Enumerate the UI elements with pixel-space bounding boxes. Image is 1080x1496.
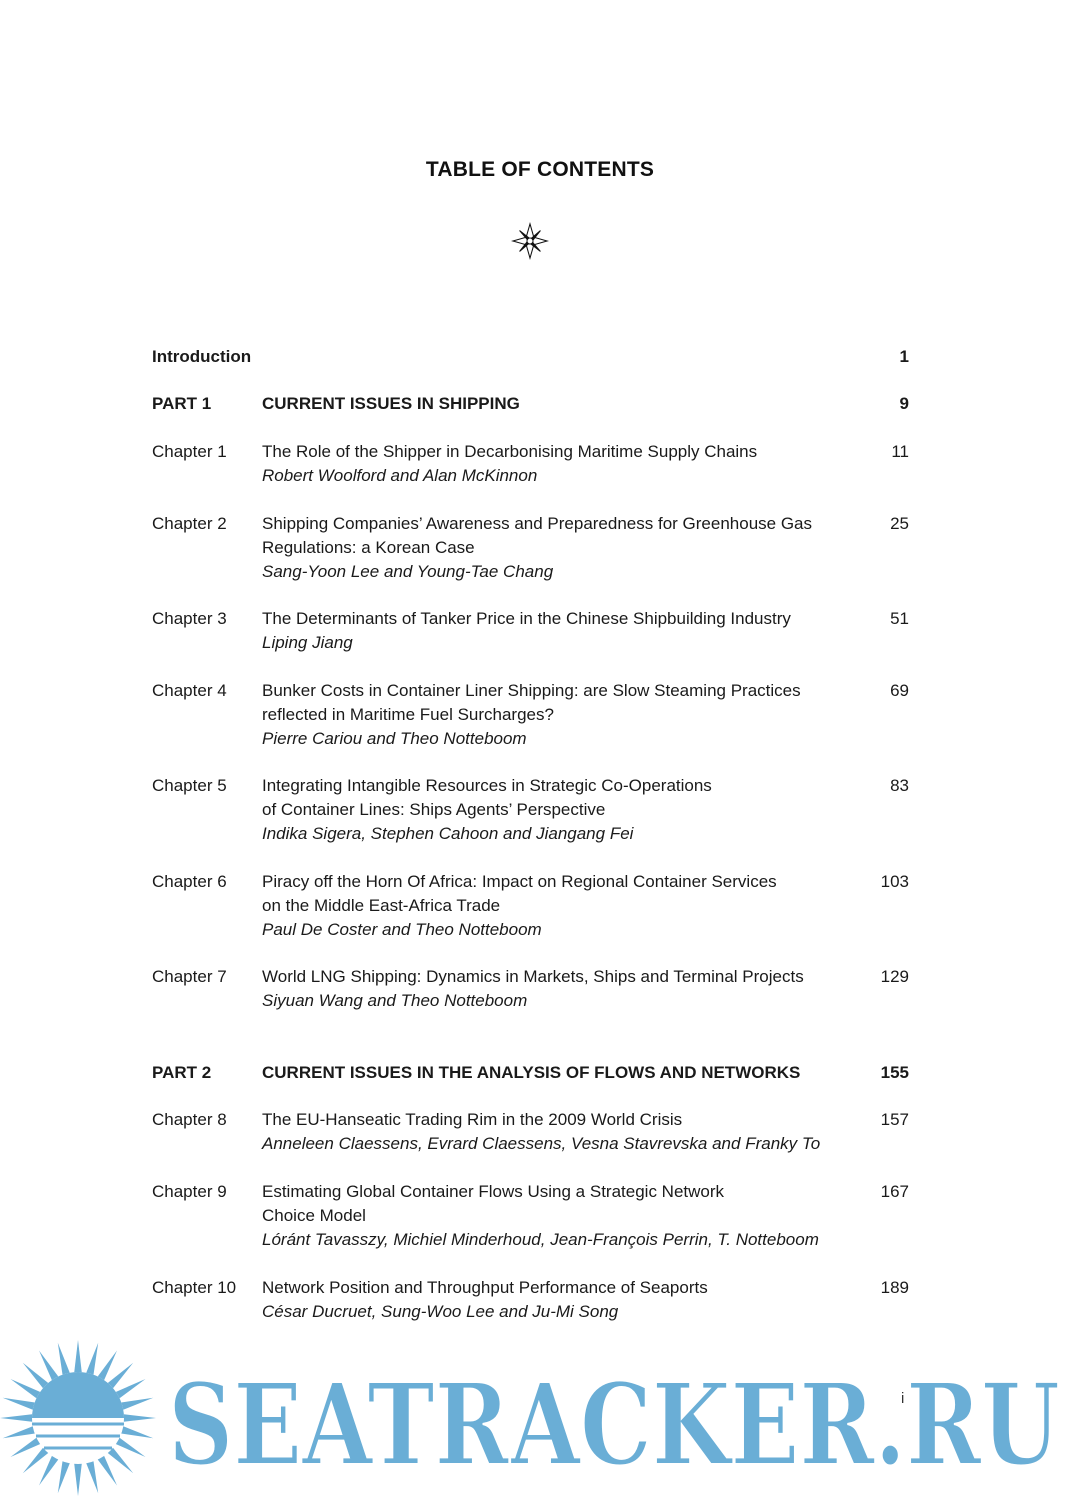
part-title: CURRENT ISSUES IN SHIPPING [262, 394, 520, 413]
sun-ray [11, 1437, 43, 1458]
chapter-label: Chapter 1 [152, 442, 227, 461]
part-page: 9 [899, 394, 909, 413]
part-label: PART 2 [152, 1063, 212, 1082]
part-page: 155 [880, 1063, 909, 1082]
chapter-authors: Sang-Yoon Lee and Young-Tae Chang [262, 562, 554, 581]
watermark [0, 1336, 1080, 1496]
chapter-page: 103 [880, 872, 909, 891]
chapter-authors: Anneleen Claessens, Evrard Claessens, Vesna Stavrevska and Franky To [262, 1134, 821, 1153]
part-title: CURRENT ISSUES IN THE ANALYSIS OF FLOWS AND NETWORKS [262, 1063, 801, 1082]
sun-ray [97, 1351, 118, 1383]
chapter-label: Chapter 9 [152, 1182, 227, 1201]
sun-ray [39, 1454, 60, 1486]
chapter-title: Regulations: a Korean Case [262, 538, 475, 557]
sun-ray [3, 1426, 37, 1439]
sun-ray [114, 1379, 146, 1400]
chapter-label: Chapter 5 [152, 776, 227, 795]
chapter-page: 167 [880, 1182, 909, 1201]
sun-ray [39, 1351, 60, 1383]
sun-ray [3, 1398, 37, 1411]
chapter-page: 11 [891, 442, 909, 461]
chapter-label: Chapter 2 [152, 514, 227, 533]
chapter-page: 157 [880, 1110, 909, 1129]
sun-ray [58, 1459, 71, 1493]
chapter-authors: César Ducruet, Sung-Woo Lee and Ju-Mi Song [262, 1302, 619, 1321]
sun-ray [74, 1462, 82, 1496]
chapter-title: Choice Model [262, 1206, 366, 1225]
part-label: PART 1 [152, 394, 212, 413]
chapter-title: Bunker Costs in Container Liner Shipping: are Slow Steaming Practices [262, 681, 801, 700]
page-number: i [901, 1390, 905, 1407]
sun-ray [86, 1459, 99, 1493]
chapter-title: Integrating Intangible Resources in Strategic Co-Operations [262, 776, 712, 795]
chapter-authors: Robert Woolford and Alan McKinnon [262, 466, 538, 485]
chapter-label: Chapter 10 [152, 1278, 237, 1297]
chapter-title: Estimating Global Container Flows Using a Strategic Network [262, 1182, 725, 1201]
chapter-label: Chapter 8 [152, 1110, 227, 1129]
sun-ray [119, 1426, 153, 1439]
chapter-page: 129 [880, 967, 909, 986]
chapter-page: 51 [890, 609, 909, 628]
sun-ray [97, 1454, 118, 1486]
chapter-title: reflected in Maritime Fuel Surcharges? [262, 705, 554, 724]
sun-logo-icon [0, 1340, 156, 1496]
sun-ray [119, 1398, 153, 1411]
chapter-page: 189 [880, 1278, 909, 1297]
chapter-authors: Indika Sigera, Stephen Cahoon and Jiangang Fei [262, 824, 634, 843]
chapter-page: 25 [890, 514, 909, 533]
chapter-authors: Siyuan Wang and Theo Notteboom [262, 991, 528, 1010]
chapter-title: The Role of the Shipper in Decarbonising Maritime Supply Chains [262, 442, 758, 461]
page-title: TABLE OF CONTENTS [425, 158, 655, 181]
chapter-label: Chapter 6 [152, 872, 227, 891]
sun-ray [114, 1437, 146, 1458]
chapter-title: World LNG Shipping: Dynamics in Markets, Ships and Terminal Projects [262, 967, 804, 986]
watermark-text: SEATRACKER.RU [168, 1360, 1060, 1491]
compass-rose-icon [511, 222, 549, 260]
chapter-title: Piracy off the Horn Of Africa: Impact on Regional Container Services [262, 872, 777, 891]
chapter-authors: Paul De Coster and Theo Notteboom [262, 920, 542, 939]
sun-ray [122, 1414, 156, 1422]
sun-ray [74, 1340, 82, 1374]
chapter-title: The Determinants of Tanker Price in the Chinese Shipbuilding Industry [262, 609, 791, 628]
chapter-label: Chapter 7 [152, 967, 227, 986]
introduction-page: 1 [899, 347, 909, 366]
sun-ray [58, 1343, 71, 1377]
sun-ray [0, 1414, 34, 1422]
sun-ray [11, 1379, 43, 1400]
chapter-page: 83 [890, 776, 909, 795]
introduction-label: Introduction [152, 347, 252, 366]
chapter-label: Chapter 4 [152, 681, 227, 700]
chapter-title: on the Middle East-Africa Trade [262, 896, 501, 915]
chapter-authors: Lóránt Tavasszy, Michiel Minderhoud, Jean-François Perrin, T. Notteboom [262, 1230, 819, 1249]
sun-ray [86, 1343, 99, 1377]
chapter-title: The EU-Hanseatic Trading Rim in the 2009 World Crisis [262, 1110, 683, 1129]
chapter-label: Chapter 3 [152, 609, 227, 628]
chapter-authors: Liping Jiang [262, 633, 353, 652]
chapter-authors: Pierre Cariou and Theo Notteboom [262, 729, 527, 748]
chapter-page: 69 [890, 681, 909, 700]
chapter-title: Network Position and Throughput Performance of Seaports [262, 1278, 708, 1297]
chapter-title: of Container Lines: Ships Agents’ Perspective [262, 800, 606, 819]
chapter-title: Shipping Companies’ Awareness and Preparedness for Greenhouse Gas [262, 514, 813, 533]
